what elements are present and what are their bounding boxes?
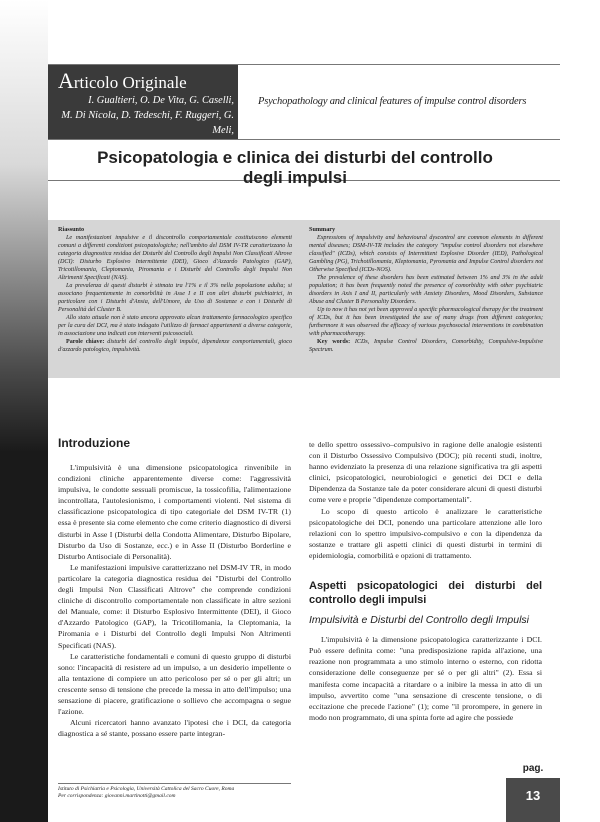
subsection-heading: Impulsività e Disturbi del Controllo degli Impulsi bbox=[309, 614, 530, 627]
authors-line: I. Gualtieri, O. De Vita, G. Caselli, bbox=[88, 95, 234, 106]
body-paragraph: te dello spettro ossessivo–compulsivo in ragione delle analogie esistenti con il Disturbo Ossessivo Compulsivo (DOC); più recenti studi, inoltre, hanno evidenziato la presenza di una relazione significativa tra gli aspetti clinici, psicopatologici, neurobiologici e genetici dei DCI e della Dipendenza da Sostanze tale da poter considerare alcuni di questi disturbi come vere e proprie "dipendenze comportamentali". bbox=[309, 440, 542, 505]
authors-line: G. Martinotti, G. Pozzi, L. Janiri bbox=[97, 140, 234, 151]
running-title: Psychopathology and clinical features of impulse control disorders bbox=[258, 96, 527, 107]
body-paragraph: Lo scopo di questo articolo è analizzare le caratteristiche psicopatologiche dei DCI, ponendo una particolare attenzione alle loro relazioni con lo spettro impulsivo-compulsivo e con la dipendenza da sostanze e trattare gli aspetti clinici di questi disturbi in termini di epidemiologia, comorbilità e opzioni di trattamento. bbox=[309, 506, 542, 560]
footnote-rule bbox=[58, 783, 291, 784]
body-paragraph: Alcuni ricercatori hanno avanzato l'ipotesi che i DCI, da categoria diagnostica a sé stante, possano essere parte integran- bbox=[58, 718, 291, 739]
body-right-column bbox=[309, 439, 542, 723]
body-paragraph: L'impulsività è la dimensione psicopatologica caratterizzante i DCI. Può essere definita come: "una predisposizione rapida all'azione, una reazione non programmata a uno stimolo interno o esterno, con ridotta considerazione delle conseguenze per sé o per gli altri" (2). Essa si manifesta come incapacità a ritardare o a inibire la messa in atto di un impulso, avvertito come "una sensazione di crescente tensione, o di eccitazione che precede l'azione" (1); come "il prorompere, in genere in modo non programmato, di una spinta forte ad agire che possiede bbox=[309, 635, 542, 722]
abstract-paragraph: The prevalence of these disorders has been estimated between 1% and 3% in the adult population; it has been frequently noted the presence of comorbidity with other psychiatric disorders in Axis I and II, particularly with Anxiety Disorders, Mood Disorders, Substance Abuse and Cluster B Personality Disorders. bbox=[309, 275, 543, 305]
abstract-heading: Summary bbox=[309, 226, 336, 233]
title-top-rule bbox=[48, 139, 560, 140]
page-label: pag. bbox=[522, 763, 544, 774]
abstract-paragraph: La prevalenza di questi disturbi è stimata tra l'1% e il 3% nella popolazione adulta; si associano frequentemente in comorbilità in Asse I e II con altri disturbi psichiatrici, in particolare con i Disturbi d'Ansia, dell'Umore, da Uso di Sostanze e con i Disturbi di Personalità del Cluster B. bbox=[58, 283, 292, 313]
abstract-english bbox=[309, 226, 543, 354]
article-type bbox=[58, 68, 187, 94]
abstract-paragraph: Expressions of impulsivity and behavioural dyscontrol are common elements in different mental diseases; DSM-IV-TR includes the category "impulse control disorders not elsewhere classified" (ICDs), which consists of Intermittent Explosive Disorder (IED), Pathological Gambling (PG), Trichotillomania, Kleptomania, Pyromania and Impulse Control disorders not Otherwise Specified (ICDs-NOS). bbox=[309, 235, 543, 273]
abstract-paragraph: Le manifestazioni impulsive e il discontrollo comportamentale costituiscono elementi comuni a differenti condizioni psicopatologiche; nell'ambito del DSM IV-TR caratterizzano la categoria diagnostica residua dei Disturbi del Controllo degli Impulsi Non Classificati Altrove (DCI): Disturbo Esplosivo Intermittente (DEI), Gioco d'Azzardo Patologico (GAP), Tricotillomania, Cleptomania, Piromania e i Disturbi del Controllo degli Impulsi Non Altrimenti Specificati (NAS). bbox=[58, 235, 292, 281]
body-left-column bbox=[58, 436, 291, 739]
authors bbox=[48, 93, 234, 153]
top-rule bbox=[48, 64, 560, 65]
article-title: Psicopatologia e clinica dei disturbi del controllo degli impulsi bbox=[97, 148, 493, 187]
keywords bbox=[58, 338, 292, 354]
footnote-affiliation: Istituto di Psichiatria e Psicologia, Università Cattolica del Sacro Cuore, Roma bbox=[58, 786, 235, 792]
abstract-paragraph: Allo stato attuale non è stato ancora approvato alcun trattamento farmacologico specifico per la cura dei DCI, ma è stato indagato l'utilizzo di farmaci appartenenti a diverse categorie, in associazione una indicati con interventi psicosociali. bbox=[58, 315, 292, 337]
abstract-heading: Riassunto bbox=[58, 226, 85, 233]
body-paragraph: Le manifestazioni impulsive caratterizzano nel DSM-IV TR, in modo particolare la categoria diagnostica residua dei "Disturbi del Controllo degli Impulsi Non Classificati Altrove" che comprende condizioni cliniche di discontrollo comportamentale non classificate in altre sezioni del Manuale, come: il Disturbo Esplosivo Intermittente (DEI), il Gioco d'Azzardo Patologico (GAP), la Tricotillomania, la Cleptomania, la Piromania e i Disturbi del Controllo degli Impulsi Non Altrimenti Specificati (NAS). bbox=[58, 562, 291, 650]
footnote-correspondence: Per corrispondenza: giovanni.martinotti@gmail.com bbox=[58, 793, 176, 799]
body-paragraph: Le caratteristiche fondamentali e comuni di questo gruppo di disturbi sono: l'incapacità di resistere ad un impulso, a un desiderio impellente o alla tentazione di compiere un atto pericoloso per sé o per gli altri; un crescente senso di tensione che precede la messa in atto dell'impulso; una sensazione di piacere, gratificazione o sollievo che accompagna o segue l'azione. bbox=[58, 651, 291, 717]
abstract-italian bbox=[58, 226, 292, 354]
abstract-paragraph: Up to now it has not yet been approved a specific pharmacological therapy for the treatment of ICDs, but it has been investigated the use of many drugs from different categories; furthermore it was observed the efficacy of various psychosocial interventions in combination with pharmacotherapy. bbox=[309, 307, 543, 337]
keywords bbox=[309, 338, 543, 354]
left-gradient-bar bbox=[0, 0, 48, 822]
section-heading-introduzione: Introduzione bbox=[58, 436, 130, 450]
body-paragraph: L'impulsività è una dimensione psicopatologica rinvenibile in condizioni cliniche apparentemente diverse come: l'aggressività impulsiva, le condotte sessuali promiscue, la tossicofilia, l'alimentazione incontrollata, l'autolesionismo, i comportamenti violenti. Nel sistema di classificazione psicopatologica di tipo categoriale del DSM IV-TR (1) essa è presente sia come elemento che come criterio diagnostico di diversi disturbi in Asse I (Disturbi della Condotta Alimentare, Disturbo Bipolare, Disturbo da Uso di Sostanze, ecc.) e in Asse II (Disturbo Borderline e Disturbo Antisociale di Personalità). bbox=[58, 463, 291, 561]
section-heading-aspetti: Aspetti psicopatologici dei disturbi del controllo degli impulsi bbox=[309, 580, 542, 607]
article-type-initial: A bbox=[58, 68, 74, 93]
page-number: 13 bbox=[525, 788, 541, 803]
footnote bbox=[58, 786, 318, 800]
authors-line: M. Di Nicola, D. Tedeschi, F. Ruggeri, G. Meli, bbox=[61, 110, 234, 136]
article-type-rest: rticolo Originale bbox=[73, 73, 187, 92]
keywords-text: disturbi del controllo degli impulsi, dipendenze comportamentali, gioco d'azzardo patologico, impulsività. bbox=[58, 339, 292, 353]
keywords-label: Key words: bbox=[317, 339, 351, 345]
keywords-text: ICDs, Impulse Control Disorders, Comorbidity, Compulsive-Impulsive Spectrum. bbox=[309, 339, 543, 353]
keywords-label: Parole chiave: bbox=[66, 339, 105, 345]
